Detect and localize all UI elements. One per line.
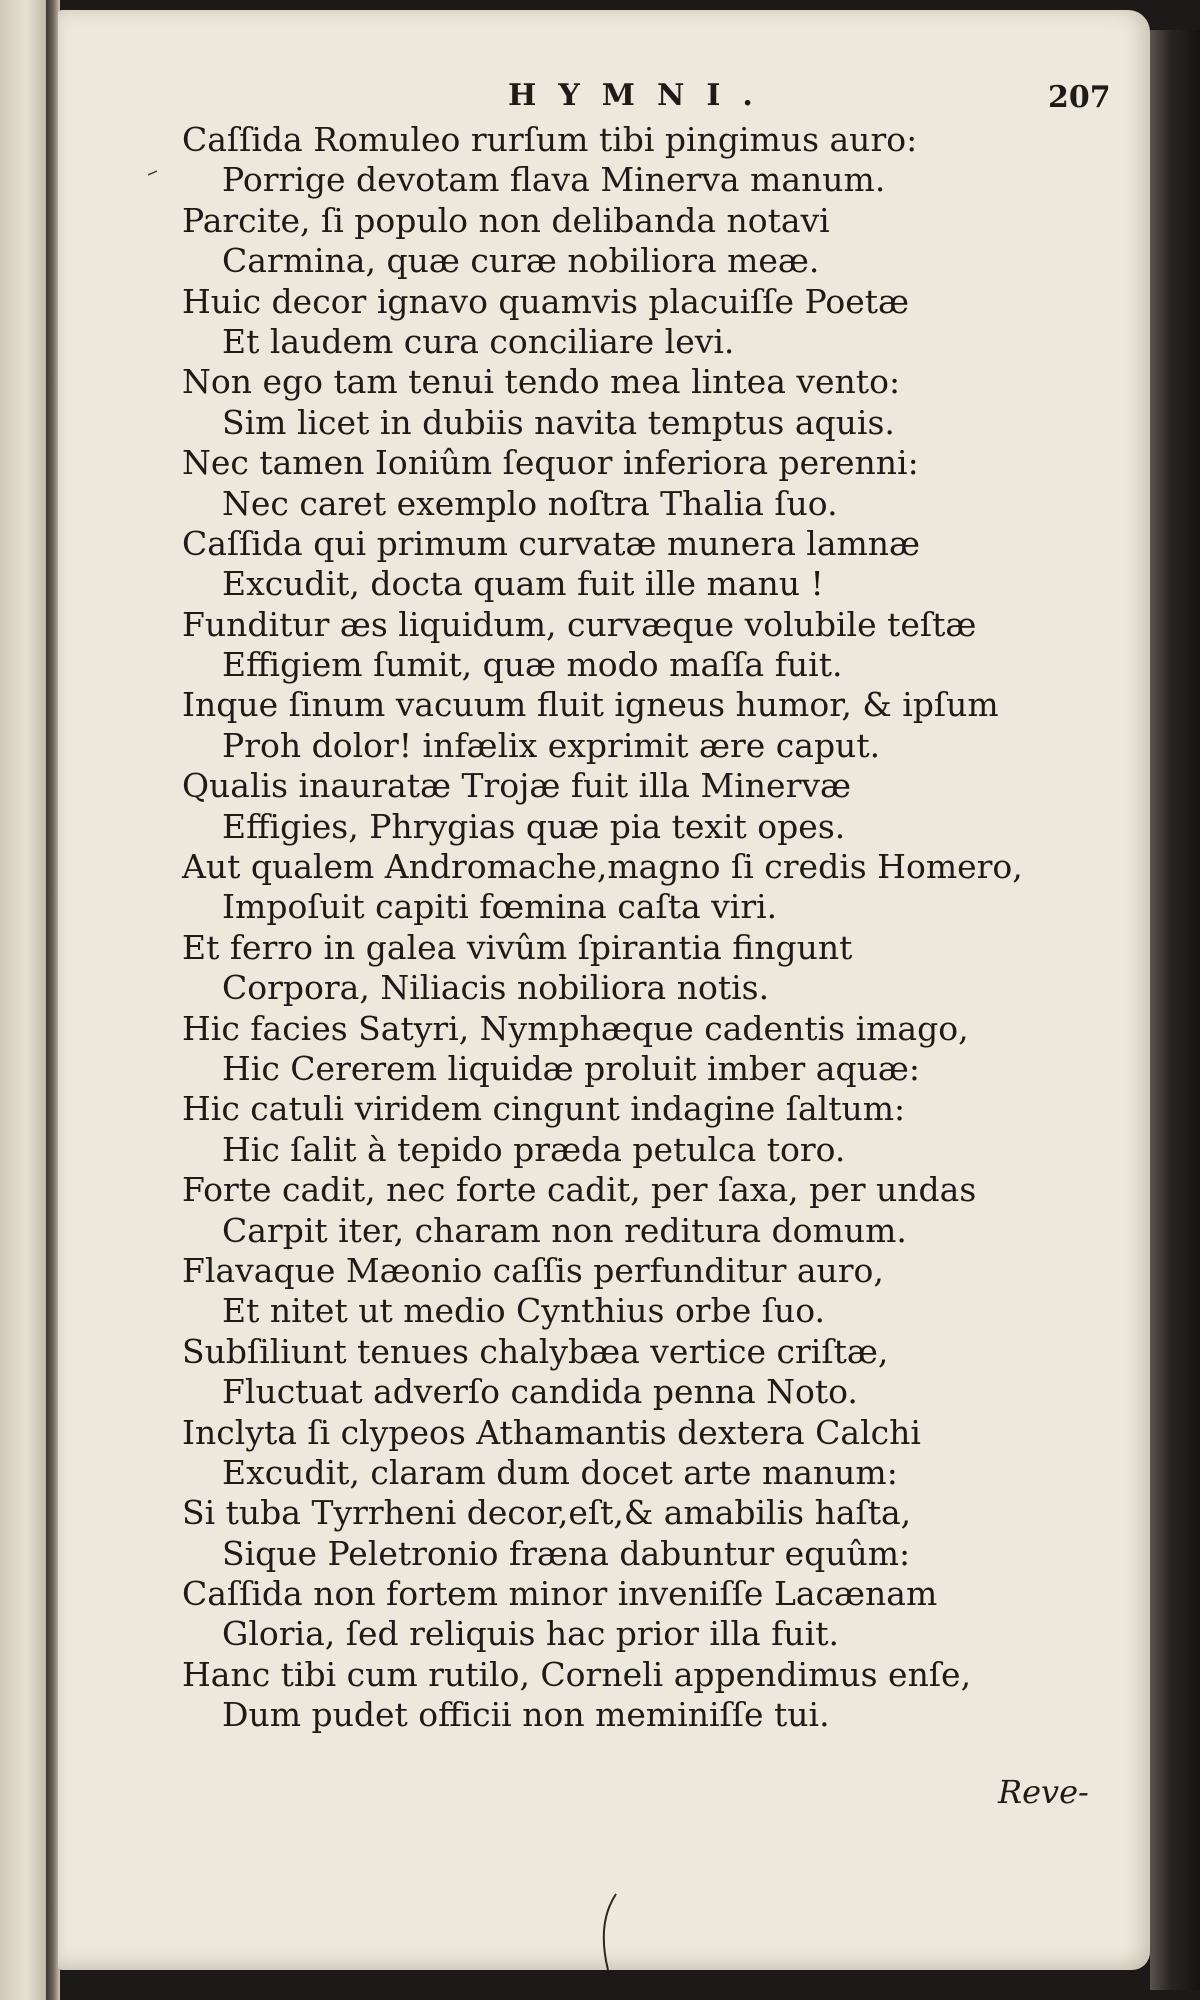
- verse-line: Impoſuit capiti fœmina caſta viri.: [222, 887, 778, 927]
- verse-line: Et laudem cura conciliare levi.: [222, 321, 735, 361]
- book-page: [58, 10, 1150, 1970]
- running-head-title: HYMNI.: [508, 78, 775, 113]
- page-number: 207: [1048, 80, 1111, 115]
- verse-line: Non ego tam tenui tendo mea lintea vento:: [182, 362, 901, 402]
- verse-line: Caſſida non fortem minor inveniſſe Lacænam: [182, 1574, 938, 1614]
- verse-line: Huic decor ignavo quamvis placuiſſe Poetæ: [182, 281, 910, 321]
- verse-line: Excudit, claram dum docet arte manum:: [222, 1452, 898, 1492]
- verse-line: Effigies, Phrygias quæ pia texit opes.: [222, 806, 846, 846]
- verse-line: Hic ſalit à tepido præda petulca toro.: [222, 1129, 846, 1169]
- verse-line: Inclyta ſi clypeos Athamantis dextera Calchi: [182, 1412, 921, 1452]
- verse-line: Dum pudet officii non meminiſſe tui.: [222, 1695, 830, 1735]
- verse-line: Flavaque Mæonio caſſis perfunditur auro,: [182, 1250, 884, 1290]
- verse-line: Et ferro in galea vivûm ſpirantia fingunt: [182, 927, 853, 967]
- verse-line: Carmina, quæ curæ nobiliora meæ.: [222, 241, 820, 281]
- verse-line: Effigiem ſumit, quæ modo maſſa fuit.: [222, 645, 843, 685]
- verse-line: Hic facies Satyri, Nymphæque cadentis imago,: [182, 1008, 969, 1048]
- verse-line: Porrige devotam flava Minerva manum.: [222, 160, 886, 200]
- verse-line: Carpit iter, charam non reditura domum.: [222, 1210, 907, 1250]
- verse-line: Gloria, ſed reliquis hac prior illa fuit.: [222, 1614, 839, 1654]
- verse-line: Hic Cererem liquidæ proluit imber aquæ:: [222, 1048, 920, 1088]
- verse-line: Inque ſinum vacuum fluit igneus humor, & ipſum: [182, 685, 999, 725]
- verse-line: Nec caret exemplo noſtra Thalia ſuo.: [222, 483, 838, 523]
- verse-line: Fluctuat adverſo candida penna Noto.: [222, 1372, 858, 1412]
- ink-speck-mark: [148, 170, 158, 176]
- verse-line: Caſſida qui primum curvatæ munera lamnæ: [182, 523, 921, 563]
- verse-line: Caſſida Romuleo rurſum tibi pingimus auro:: [182, 120, 918, 159]
- running-head: [58, 78, 1150, 118]
- verse-line: Aut qualem Andromache,magno ſi credis Homero,: [182, 847, 1023, 887]
- verse-line: Parcite, ſi populo non delibanda notavi: [182, 200, 830, 240]
- verse-line: Proh dolor! infælix exprimit ære caput.: [222, 725, 881, 765]
- verse-line: Forte cadit, nec forte cadit, per ſaxa, per undas: [182, 1170, 977, 1210]
- verse-line: Corpora, Niliacis nobiliora notis.: [222, 968, 770, 1008]
- verse-line: Sim licet in dubiis navita temptus aquis.: [222, 402, 895, 442]
- verse-block: [182, 120, 1182, 1736]
- verse-line: Excudit, docta quam fuit ille manu !: [222, 564, 824, 604]
- verse-line: Si tuba Tyrrheni decor,eſt,& amabilis haſta,: [182, 1493, 912, 1533]
- verse-line: Qualis inauratæ Trojæ fuit illa Minervæ: [182, 766, 852, 806]
- verse-line: Hanc tibi cum rutilo, Corneli appendimus enſe,: [182, 1654, 972, 1694]
- verse-line: Sique Peletronio fræna dabuntur equûm:: [222, 1533, 911, 1573]
- verse-line: Hic catuli viridem cingunt indagine ſaltum:: [182, 1089, 906, 1129]
- verse-line: Et nitet ut medio Cynthius orbe ſuo.: [222, 1291, 825, 1331]
- verse-line: Nec tamen Ioniûm ſequor inferiora perenni:: [182, 443, 919, 483]
- catchword: Reve-: [998, 1773, 1089, 1811]
- verse-line: Funditur æs liquidum, curvæque volubile teſtæ: [182, 604, 977, 644]
- verse-line: Subſiliunt tenues chalybæa vertice criſtæ,: [182, 1331, 889, 1371]
- pencil-mark: [598, 1892, 622, 1972]
- facing-page-edge: [0, 0, 48, 2000]
